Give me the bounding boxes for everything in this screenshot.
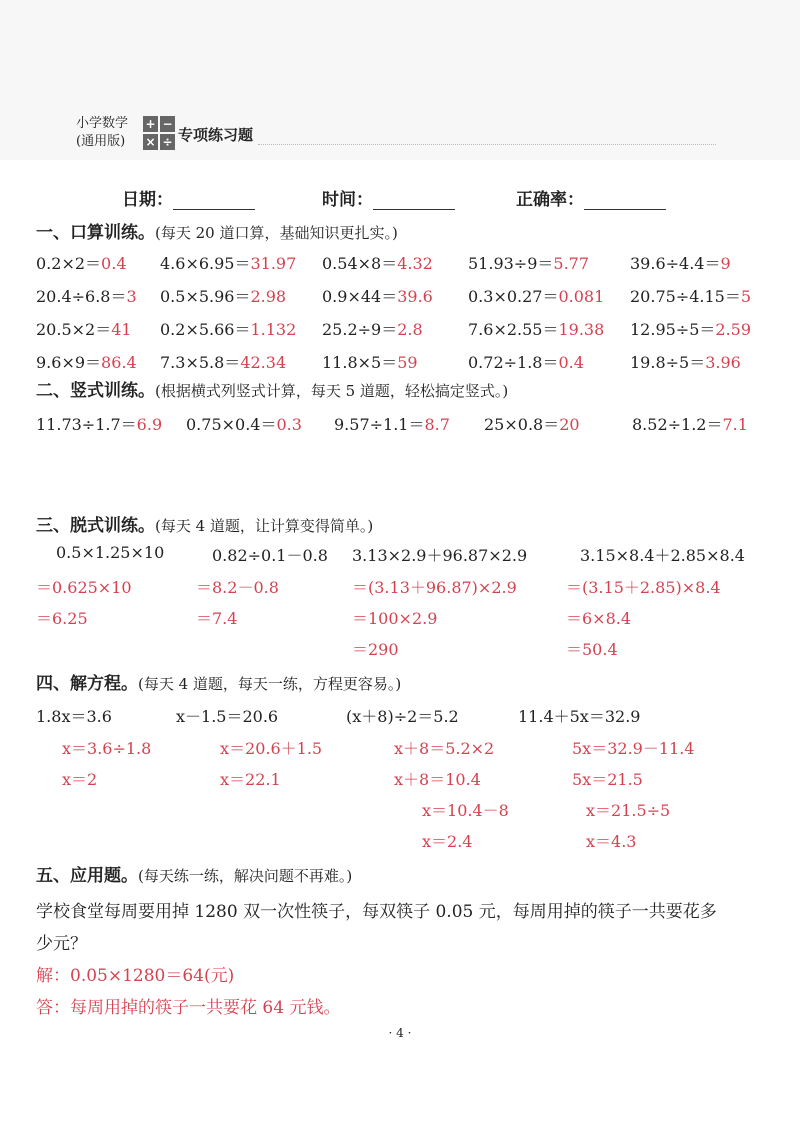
question-text: 0.75×0.4＝ bbox=[186, 415, 277, 434]
word-problem-answer: 答：每周用掉的筷子一共要花 64 元钱。 bbox=[36, 998, 341, 1018]
answer-text: 0.081 bbox=[558, 287, 605, 306]
section-1-heading bbox=[36, 218, 398, 243]
answer-text: 86.4 bbox=[101, 353, 137, 372]
answer-text: 59 bbox=[397, 353, 418, 372]
date-field bbox=[122, 185, 255, 210]
minus-icon: − bbox=[160, 116, 175, 132]
question-text: 7.6×2.55＝ bbox=[468, 320, 559, 339]
answer-text: 5 bbox=[740, 287, 752, 306]
mental-math-item bbox=[160, 350, 286, 373]
vertical-calc-item bbox=[334, 412, 450, 435]
section-3-note: (每天 4 道题，让计算变得简单。) bbox=[155, 517, 374, 535]
equation-step: x＝2 bbox=[62, 770, 98, 789]
answer-text: 4.32 bbox=[397, 254, 433, 273]
section-2-heading bbox=[36, 376, 508, 401]
stepwise-step: ＝290 bbox=[352, 640, 399, 659]
time-field bbox=[322, 185, 455, 210]
mental-math-item bbox=[160, 317, 296, 340]
vertical-calc-item bbox=[186, 412, 302, 435]
divide-icon: ÷ bbox=[160, 134, 175, 150]
answer-text: 8.7 bbox=[424, 415, 450, 434]
stepwise-step: ＝50.4 bbox=[566, 640, 618, 659]
question-text: 20.75÷4.15＝ bbox=[630, 287, 741, 306]
question-text: 0.54×8＝ bbox=[322, 254, 398, 273]
stepwise-step: ＝7.4 bbox=[196, 609, 238, 628]
accuracy-blank bbox=[584, 192, 666, 210]
mental-math-item bbox=[160, 251, 296, 274]
section-2-note: (根据横式列竖式计算，每天 5 道题，轻松搞定竖式。) bbox=[155, 382, 509, 400]
question-text: 9.57÷1.1＝ bbox=[334, 415, 425, 434]
stepwise-step: ＝(3.13＋96.87)×2.9 bbox=[352, 578, 517, 597]
answer-text: 6.9 bbox=[136, 415, 163, 434]
question-text: 0.5×5.96＝ bbox=[160, 287, 251, 306]
question-text: 8.52÷1.2＝ bbox=[632, 415, 723, 434]
answer-text: 7.1 bbox=[722, 415, 748, 434]
answer-text: 2.98 bbox=[250, 287, 287, 306]
word-problem-line-2: 少元？ bbox=[36, 934, 87, 954]
vertical-calc-item bbox=[632, 412, 748, 435]
header-edition: (通用版) bbox=[76, 134, 126, 149]
equation-step: x＝2.4 bbox=[422, 832, 473, 851]
page-number: · 4 · bbox=[388, 1026, 412, 1040]
question-text: 0.9×44＝ bbox=[322, 287, 398, 306]
equation-step: x＝3.6÷1.8 bbox=[62, 739, 152, 758]
question-text: 39.6÷4.4＝ bbox=[630, 254, 721, 273]
equation-step: x＝20.6＋1.5 bbox=[220, 739, 323, 758]
answer-text: 41 bbox=[111, 320, 132, 339]
stepwise-step: ＝(3.15＋2.85)×8.4 bbox=[566, 578, 721, 597]
word-problem-line-1: 学校食堂每周要用掉 1280 双一次性筷子，每双筷子 0.05 元，每周用掉的筷子一共要花多 bbox=[36, 902, 717, 922]
mental-math-item bbox=[468, 251, 589, 274]
time-label: 时间： bbox=[322, 190, 373, 210]
question-text: 25×0.8＝ bbox=[484, 415, 560, 434]
section-4-heading bbox=[36, 669, 401, 694]
question-text: 25.2÷9＝ bbox=[322, 320, 398, 339]
accuracy-field bbox=[516, 185, 666, 210]
answer-text: 5.77 bbox=[553, 254, 590, 273]
stepwise-step: ＝6×8.4 bbox=[566, 609, 632, 628]
answer-text: 0.3 bbox=[276, 415, 302, 434]
answer-text: 42.34 bbox=[240, 353, 287, 372]
vertical-calc-item bbox=[36, 412, 162, 435]
answer-text: 0.4 bbox=[558, 353, 584, 372]
mental-math-item bbox=[36, 317, 132, 340]
equation-step: x＝4.3 bbox=[586, 832, 637, 851]
plus-icon: + bbox=[143, 116, 158, 132]
operator-logo bbox=[143, 116, 175, 150]
section-1-title: 一、口算训练。 bbox=[36, 223, 155, 243]
mental-math-item bbox=[630, 251, 731, 274]
question-text: 19.8÷5＝ bbox=[630, 353, 706, 372]
section-5-note: (每天练一练，解决问题不再难。) bbox=[138, 867, 353, 885]
mental-math-item bbox=[468, 350, 584, 373]
section-5-heading bbox=[36, 861, 352, 886]
section-1-note: (每天 20 道口算，基础知识更扎实。) bbox=[155, 224, 398, 242]
question-text: 7.3×5.8＝ bbox=[160, 353, 241, 372]
date-label: 日期： bbox=[122, 190, 173, 210]
answer-text: 39.6 bbox=[397, 287, 433, 306]
header-subject: 小学数学 bbox=[76, 116, 129, 131]
answer-text: 2.59 bbox=[715, 320, 752, 339]
stepwise-step: ＝100×2.9 bbox=[352, 609, 438, 628]
section-5-title: 五、应用题。 bbox=[36, 866, 138, 886]
word-problem-solution: 解：0.05×1280＝64(元) bbox=[36, 966, 235, 986]
mental-math-item bbox=[36, 350, 137, 373]
question-text: 9.6×9＝ bbox=[36, 353, 102, 372]
mental-math-item bbox=[322, 317, 423, 340]
section-3-title: 三、脱式训练。 bbox=[36, 516, 155, 536]
equation-step: x＝10.4－8 bbox=[422, 801, 509, 820]
answer-text: 19.38 bbox=[558, 320, 605, 339]
answer-text: 31.97 bbox=[250, 254, 297, 273]
equation-step: x＝22.1 bbox=[220, 770, 281, 789]
section-3-heading bbox=[36, 511, 373, 536]
stepwise-question: 3.13×2.9＋96.87×2.9 bbox=[352, 546, 528, 565]
mental-math-item bbox=[630, 317, 751, 340]
equation-step: x＋8＝10.4 bbox=[394, 770, 481, 789]
header-title: 专项练习题 bbox=[178, 126, 254, 144]
question-text: 20.4÷6.8＝ bbox=[36, 287, 127, 306]
question-text: 4.6×6.95＝ bbox=[160, 254, 251, 273]
equation-question: 1.8x＝3.6 bbox=[36, 707, 112, 726]
question-text: 0.2×2＝ bbox=[36, 254, 102, 273]
section-4-title: 四、解方程。 bbox=[36, 674, 138, 694]
mental-math-item bbox=[36, 251, 127, 274]
equation-step: x＋8＝5.2×2 bbox=[394, 739, 495, 758]
equation-step: 5x＝21.5 bbox=[572, 770, 643, 789]
equation-question: x－1.5＝20.6 bbox=[176, 707, 279, 726]
equation-question: 11.4＋5x＝32.9 bbox=[518, 707, 641, 726]
answer-text: 20 bbox=[559, 415, 580, 434]
mental-math-item bbox=[322, 350, 418, 373]
mental-math-item bbox=[468, 284, 604, 307]
question-text: 0.2×5.66＝ bbox=[160, 320, 251, 339]
mental-math-item bbox=[630, 350, 741, 373]
question-text: 11.8×5＝ bbox=[322, 353, 398, 372]
stepwise-step: ＝8.2－0.8 bbox=[196, 578, 279, 597]
stepwise-question: 0.5×1.25×10 bbox=[56, 543, 165, 562]
mental-math-item bbox=[630, 284, 751, 307]
answer-text: 1.132 bbox=[250, 320, 297, 339]
question-text: 0.3×0.27＝ bbox=[468, 287, 559, 306]
date-blank bbox=[173, 192, 255, 210]
mental-math-item bbox=[160, 284, 286, 307]
section-2-title: 二、竖式训练。 bbox=[36, 381, 155, 401]
time-blank bbox=[373, 192, 455, 210]
question-text: 20.5×2＝ bbox=[36, 320, 112, 339]
times-icon: × bbox=[143, 134, 158, 150]
stepwise-question: 3.15×8.4＋2.85×8.4 bbox=[580, 546, 745, 565]
mental-math-item bbox=[468, 317, 604, 340]
question-text: 0.72÷1.8＝ bbox=[468, 353, 559, 372]
section-4-note: (每天 4 道题，每天一练，方程更容易。) bbox=[138, 675, 402, 693]
accuracy-label: 正确率： bbox=[516, 190, 584, 210]
answer-text: 9 bbox=[720, 254, 731, 273]
mental-math-item bbox=[36, 284, 137, 307]
question-text: 11.73÷1.7＝ bbox=[36, 415, 137, 434]
vertical-calc-item bbox=[484, 412, 580, 435]
equation-step: 5x＝32.9－11.4 bbox=[572, 739, 695, 758]
answer-text: 0.4 bbox=[101, 254, 127, 273]
question-text: 51.93÷9＝ bbox=[468, 254, 554, 273]
stepwise-step: ＝6.25 bbox=[36, 609, 88, 628]
header-divider bbox=[258, 144, 716, 145]
stepwise-question: 0.82÷0.1－0.8 bbox=[212, 546, 328, 565]
stepwise-step: ＝0.625×10 bbox=[36, 578, 132, 597]
answer-text: 2.8 bbox=[397, 320, 423, 339]
equation-question: (x＋8)÷2＝5.2 bbox=[346, 707, 459, 726]
answer-text: 3 bbox=[126, 287, 137, 306]
answer-text: 3.96 bbox=[705, 353, 741, 372]
equation-step: x＝21.5÷5 bbox=[586, 801, 671, 820]
mental-math-item bbox=[322, 251, 433, 274]
question-text: 12.95÷5＝ bbox=[630, 320, 716, 339]
mental-math-item bbox=[322, 284, 433, 307]
